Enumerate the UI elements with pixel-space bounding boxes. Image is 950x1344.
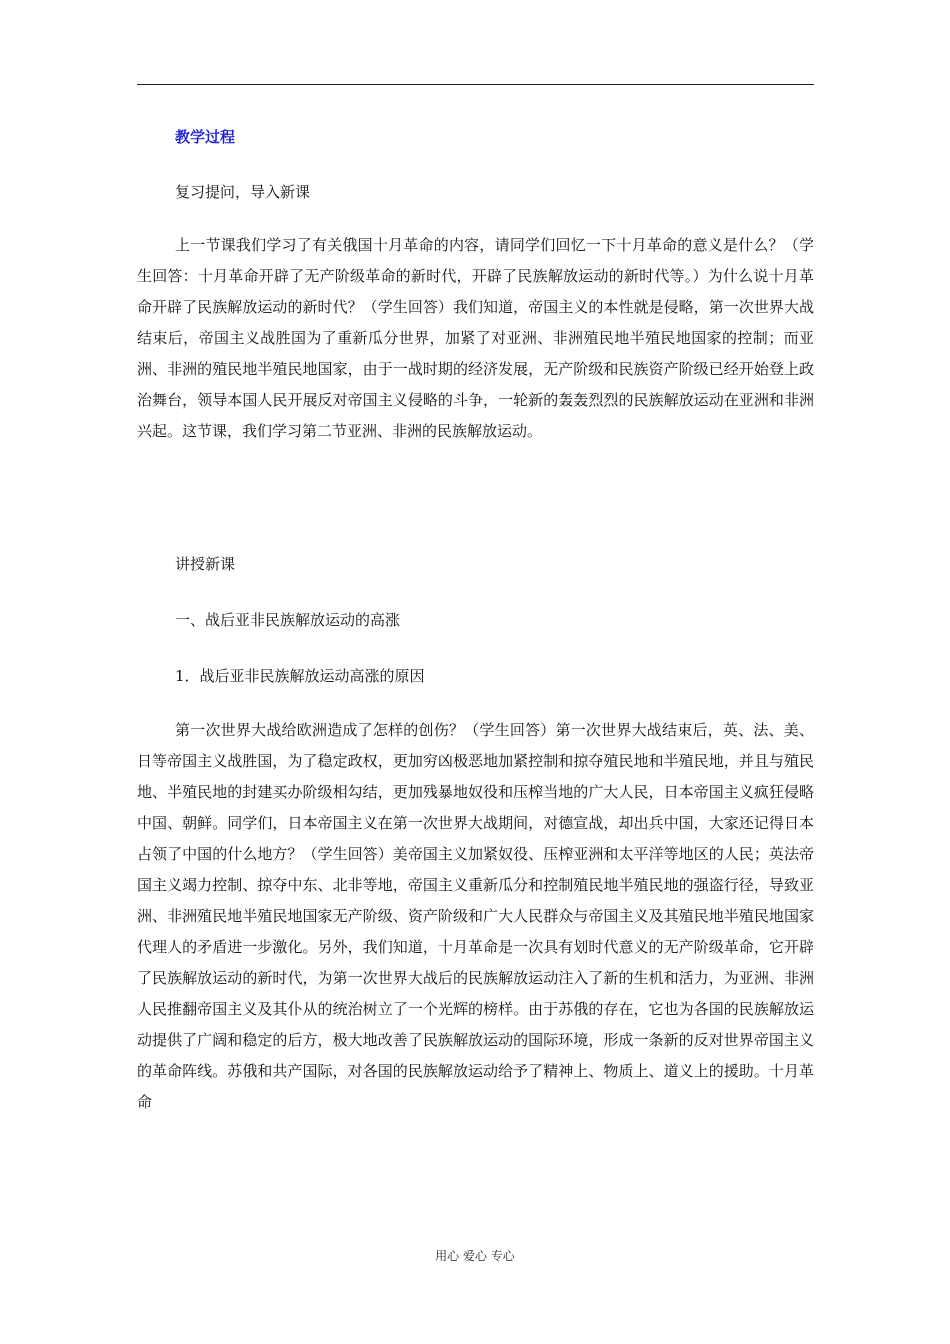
body-paragraph: 第一次世界大战给欧洲造成了怎样的创伤？（学生回答）第一次世界大战结束后，英、法、美、日等帝国主义战胜国，为了稳定政权，更加穷凶极恶地加紧控制和掠夺殖民地和半殖民地，并且与殖民地、半殖民地的封建买办阶级相勾结，更加残暴地奴役和压榨当地的广大人民，日本帝国主义疯狂侵略中国、朝鲜。同学们，日本帝国主义在第一次世界大战期间，对德宣战，却出兵中国，大家还记得日本占领了中国的什么地方？（学生回答）美帝国主义加紧奴役、压榨亚洲和太平洋等地区的人民；英法帝国主义竭力控制、掠夺中东、北非等地，帝国主义重新瓜分和控制殖民地半殖民地的强盗行径，导致亚洲、非洲殖民地半殖民地国家无产阶级、资产阶级和广大人民群众与帝国主义及其殖民地半殖民地国家代理人的矛盾进一步激化。另外，我们知道，十月革命是一次具有划时代意义的无产阶级革命，它开辟了民族解放运动的新时代，为第一次世界大战后的民族解放运动注入了新的生机和活力，为亚洲、非洲人民推翻帝国主义及其仆从的统治树立了一个光辉的榜样。由于苏俄的存在，它也为各国的民族解放运动提供了广阔和稳定的后方，极大地改善了民族解放运动的国际环境，形成一条新的反对世界帝国主义的革命阵线。苏俄和共产国际，对各国的民族解放运动给予了精神上、物质上、道义上的援助。十月革命 — [137, 721, 814, 1111]
new-lesson-title: 讲授新课 — [175, 555, 236, 573]
subsection-title: 1．战后亚非民族解放运动高涨的原因 — [175, 667, 425, 685]
intro-paragraph: 上一节课我们学习了有关俄国十月革命的内容，请同学们回忆一下十月革命的意义是什么？（学生回答：十月革命开辟了无产阶级革命的新时代，开辟了民族解放运动的新时代等。）为什么说十月革命开辟了民族解放运动的新时代？（学生回答）我们知道，帝国主义的本性就是侵略，第一次世界大战结束后，帝国主义战胜国为了重新瓜分世界，加紧了对亚洲、非洲殖民地半殖民地国家的控制；而亚洲、非洲的殖民地半殖民地国家，由于一战时期的经济发展，无产阶级和民族资产阶级已经开始登上政治舞台，领导本国人民开展反对帝国主义侵略的斗争，一轮新的轰轰烈烈的民族解放运动在亚洲和非洲兴起。这节课，我们学习第二节亚洲、非洲的民族解放运动。 — [137, 236, 814, 440]
page-footer: 用心 爱心 专心 — [435, 1249, 515, 1263]
section-heading: 教学过程 — [175, 128, 236, 146]
section-title: 一、战后亚非民族解放运动的高涨 — [175, 611, 401, 629]
review-title: 复习提问，导入新课 — [175, 183, 311, 201]
header-rule — [137, 84, 814, 85]
